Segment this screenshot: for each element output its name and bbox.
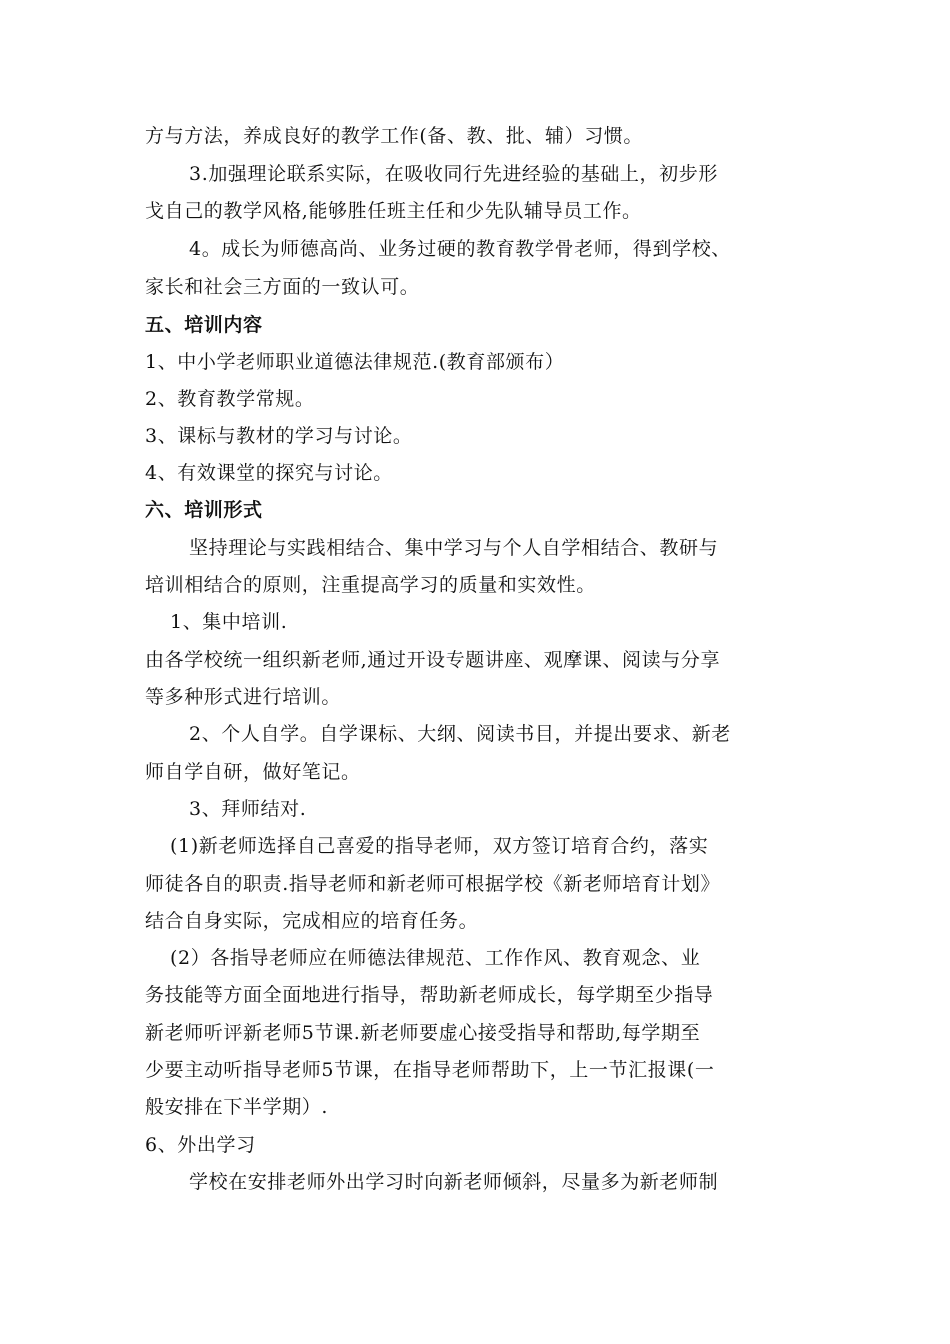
subsection-heading: 1、集中培训. [170,611,288,633]
text-line: 培训相结合的原则，注重提高学习的质量和实效性。 [145,574,596,596]
section-heading: 五、培训内容 [145,314,263,336]
text-line: 戈自己的教学风格,能够胜任班主任和少先队辅导员工作。 [145,200,642,222]
text-line: 学校在安排老师外出学习时向新老师倾斜，尽量多为新老师制 [189,1171,719,1193]
text-line: 新老师听评新老师5节课.新老师要虚心接受指导和帮助,每学期至 [145,1022,701,1044]
list-item: 3、课标与教材的学习与讨论。 [145,425,413,447]
text-line: 般安排在下半学期）. [145,1096,329,1118]
text-line: (1)新老师选择自己喜爱的指导老师，双方签订培育合约，落实 [170,835,709,857]
section-heading: 六、培训形式 [145,499,263,521]
text-line: 2、个人自学。自学课标、大纲、阅读书目，并提出要求、新老 [189,723,731,745]
text-line: (2）各指导老师应在师德法律规范、工作作风、教育观念、业 [170,947,701,969]
text-line: 4。成长为师德高尚、业务过硬的教育教学骨老师，得到学校、 [189,238,731,260]
text-line: 由各学校统一组织新老师,通过开设专题讲座、观摩课、阅读与分享 [145,649,721,671]
text-line: 结合自身实际，完成相应的培育任务。 [145,910,479,932]
list-item: 1、中小学老师职业道德法律规范.(教育部颁布） [145,351,565,373]
subsection-heading: 6、外出学习 [145,1134,256,1156]
text-line: 务技能等方面全面地进行指导，帮助新老师成长，每学期至少指导 [145,984,714,1006]
subsection-heading: 3、拜师结对. [189,798,307,820]
text-line: 3.加强理论联系实际，在吸收同行先进经验的基础上，初步形 [189,163,718,185]
list-item: 4、有效课堂的探究与讨论。 [145,462,393,484]
text-line: 家长和社会三方面的一致认可。 [145,276,420,298]
text-line: 方与方法，养成良好的教学工作(备、教、批、辅）习惯。 [145,125,644,147]
text-line: 师徒各自的职责.指导老师和新老师可根据学校《新老师培育计划》 [145,873,721,895]
text-line: 坚持理论与实践相结合、集中学习与个人自学相结合、教研与 [189,537,719,559]
list-item: 2、教育教学常规。 [145,388,315,410]
text-line: 师自学自研，做好笔记。 [145,761,361,783]
text-line: 等多种形式进行培训。 [145,686,342,708]
text-line: 少要主动听指导老师5节课，在指导老师帮助下，上一节汇报课(一 [145,1059,715,1081]
